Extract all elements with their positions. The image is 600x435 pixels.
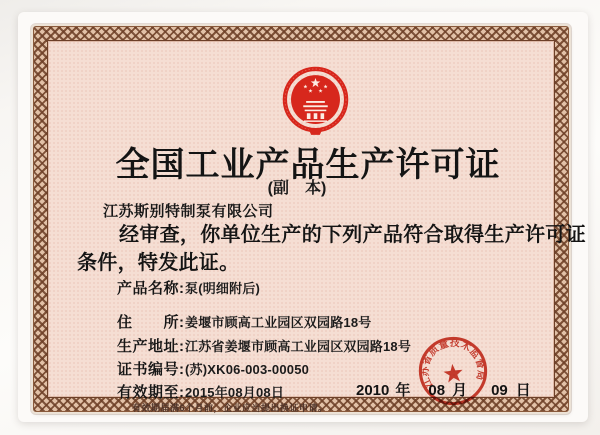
issue-day: 09 — [491, 382, 508, 399]
issue-year-unit: 年 — [395, 382, 411, 399]
issue-month: 08 — [428, 382, 446, 399]
company-name: 江苏斯别特制泵有限公司 — [103, 203, 274, 220]
field-certificate-number — [117, 358, 309, 379]
field-label: 生产地址: — [117, 338, 185, 355]
official-red-seal — [402, 320, 503, 421]
issue-month-unit: 月 — [452, 382, 468, 399]
field-value: 2015年08月08日 — [185, 385, 285, 400]
certificate-body — [47, 40, 586, 413]
svg-text:江苏省质量技术监督局 — [414, 332, 490, 391]
issue-year: 2010 — [356, 382, 390, 399]
field-product-name — [117, 277, 260, 298]
ornate-border-frame — [33, 26, 586, 413]
field-value: 江苏省姜堰市顾高工业园区双园路18号 — [185, 339, 412, 354]
seal-text: 江苏省质量技术监督局 — [420, 337, 487, 390]
certificate-title: 全国工业产品生产许可证 — [115, 146, 501, 184]
field-label: 证书编号: — [117, 361, 185, 378]
field-label: 住 所: — [117, 314, 185, 331]
field-value: (苏)XK06-003-00050 — [185, 362, 310, 377]
field-label: 有效期至: — [117, 384, 185, 401]
statement-line1: 经审查，你单位生产的下列产品符合取得生产许可证 — [119, 224, 586, 246]
certificate-subtitle: (副 本) — [267, 180, 327, 197]
field-valid-until — [117, 381, 284, 402]
field-value: 姜堰市顾高工业园区双园路18号 — [185, 315, 372, 330]
field-label: 产品名称: — [117, 280, 185, 297]
field-production-address — [117, 335, 411, 356]
statement-line2: 条件，特发此证。 — [77, 252, 240, 274]
renewal-note: 有效期届满6个月前，企业应当提出换证申请。 — [132, 403, 328, 413]
field-address — [117, 311, 371, 332]
issue-day-unit: 日 — [515, 382, 531, 399]
china-national-emblem-icon — [278, 65, 353, 137]
seal-star-icon — [443, 363, 464, 383]
field-value: 泵(明细附后) — [185, 281, 261, 296]
